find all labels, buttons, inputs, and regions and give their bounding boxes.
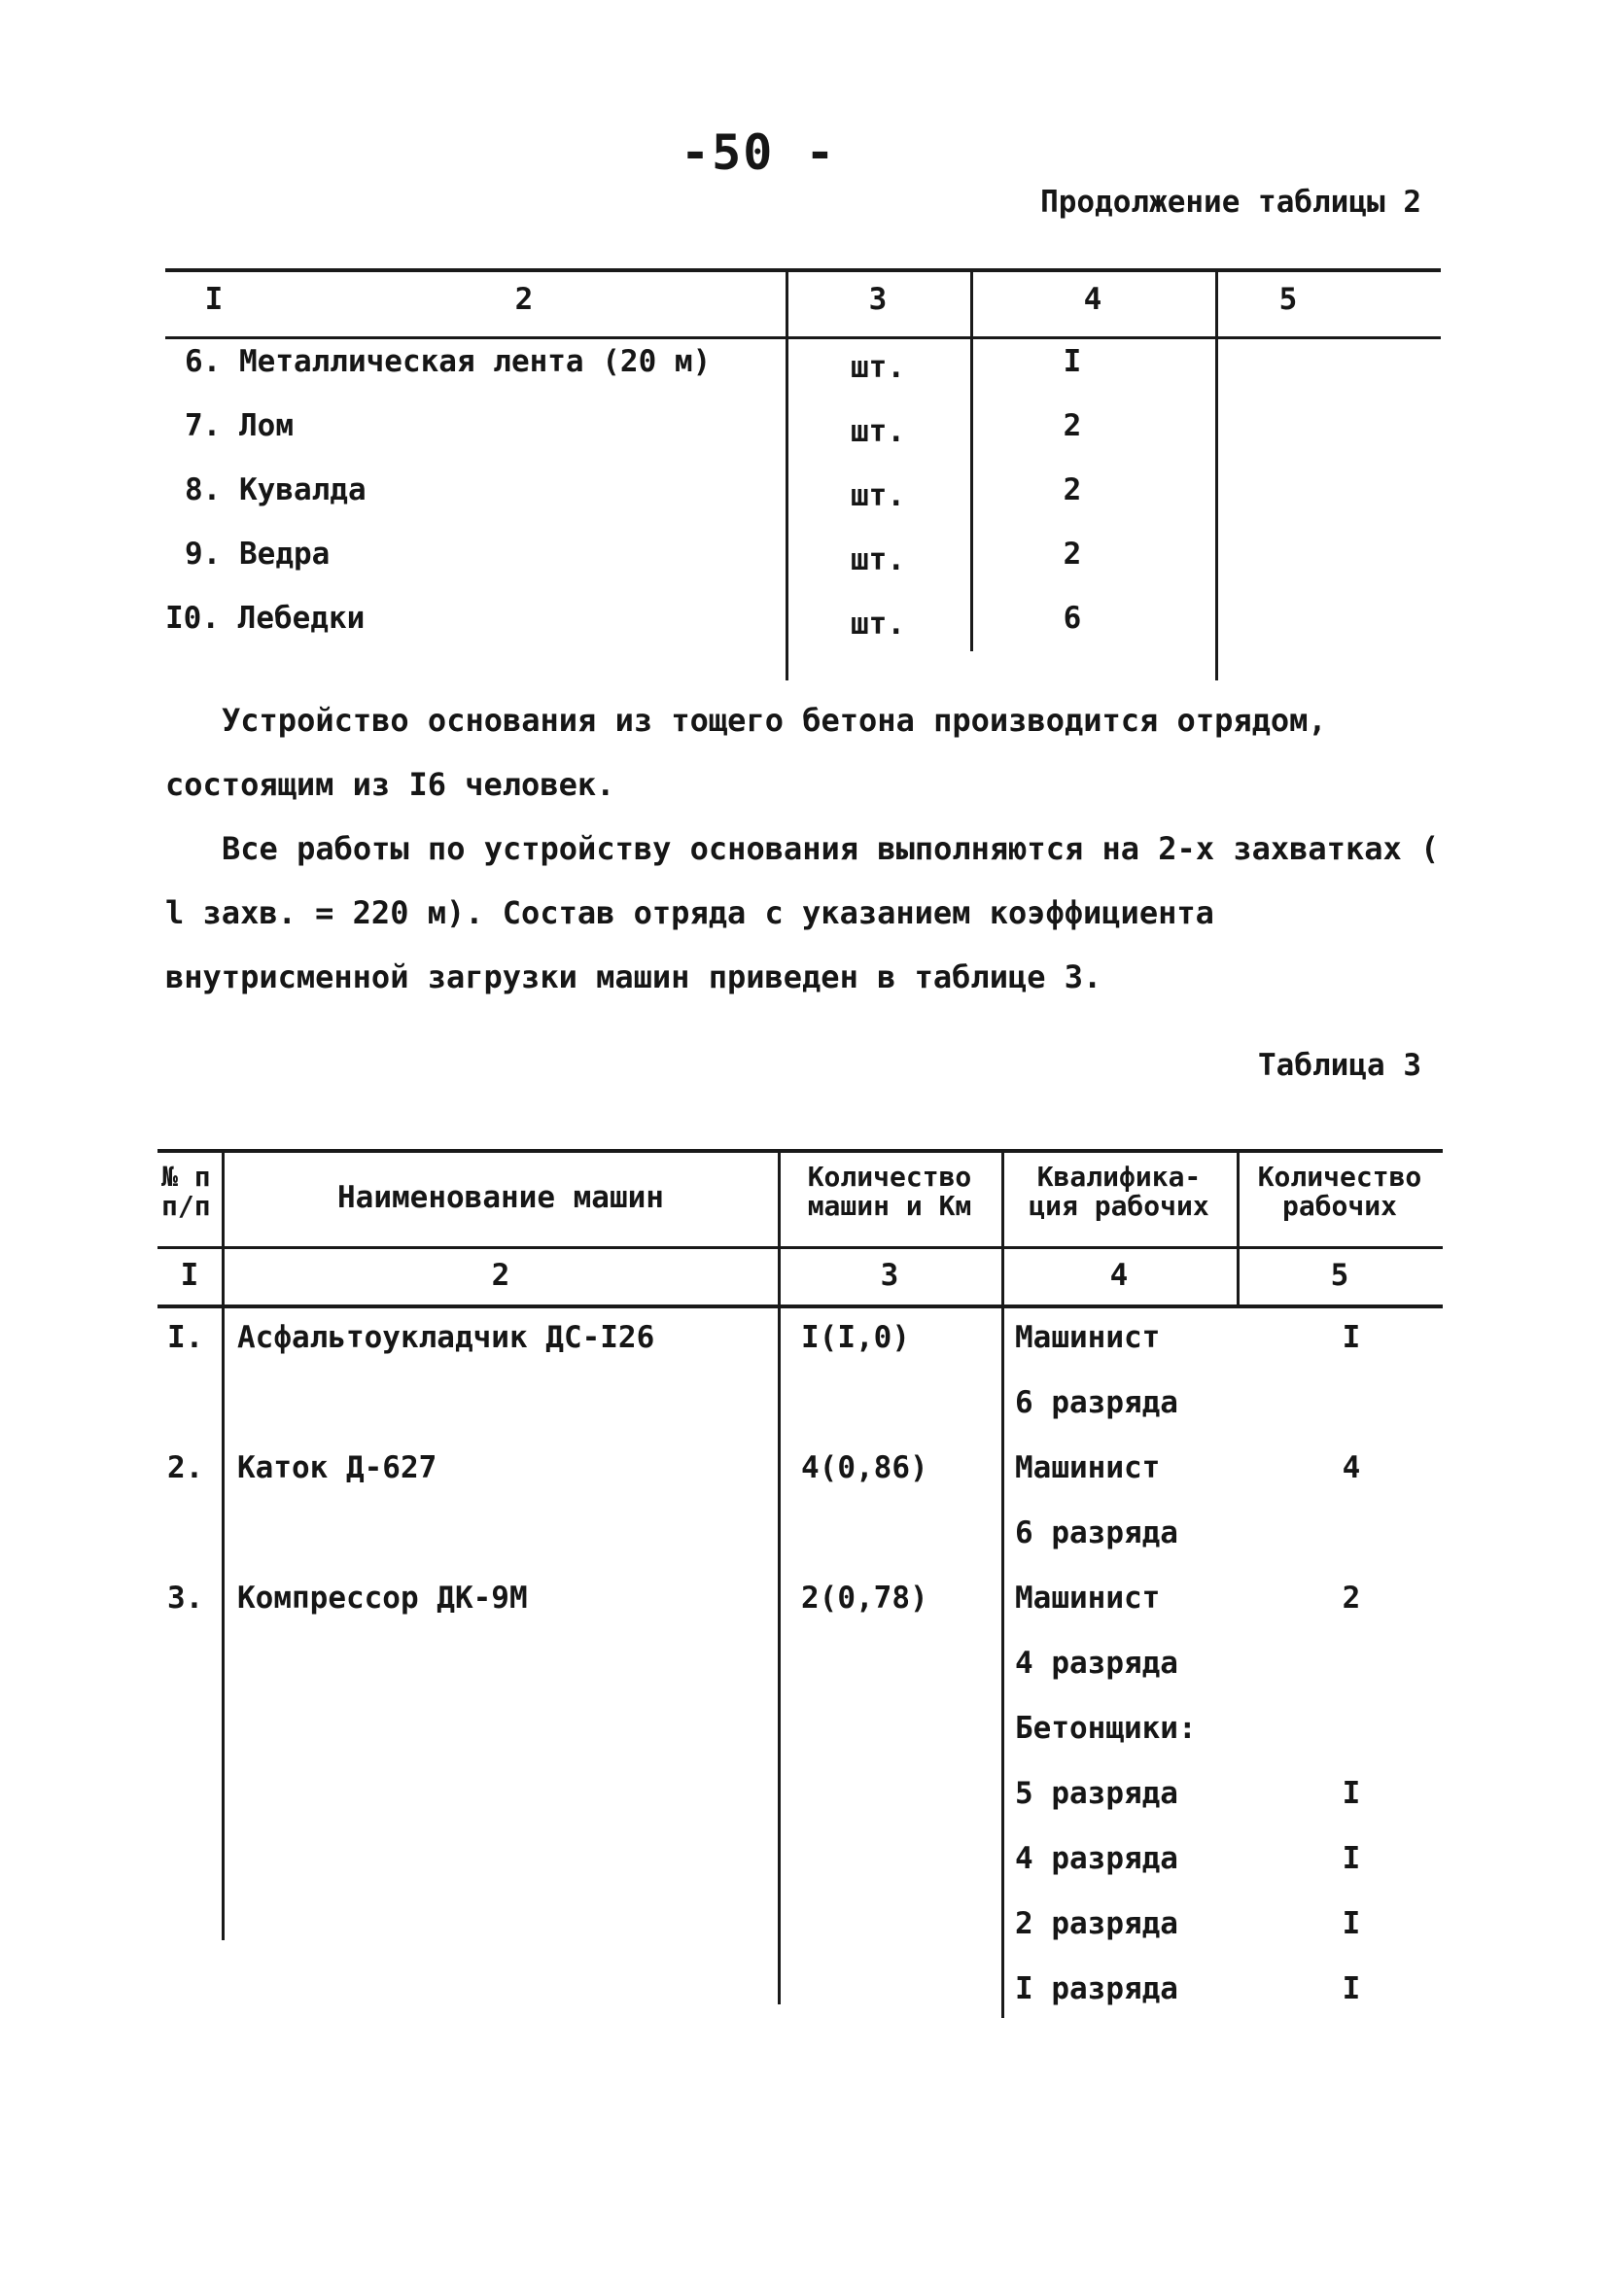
page-number: -50 - [681, 124, 837, 181]
t2-colnum-5: 5 [1278, 282, 1298, 317]
t3-machine-name: Асфальтоукладчик ДС-I26 [237, 1320, 655, 1355]
t3-qualification: Машинист [1015, 1581, 1161, 1616]
t3-qualification: 4 разряда [1015, 1646, 1178, 1681]
t3-colnum-4: 4 [1109, 1258, 1129, 1293]
t2-row-unit: шт. [851, 414, 905, 449]
t3-machine-num: 3. [167, 1581, 204, 1616]
table-3-label: Таблица 3 [1258, 1048, 1421, 1083]
t3-qualification: 4 разряда [1015, 1841, 1178, 1876]
t3-workers: I [1342, 1776, 1361, 1811]
t3-colnum-5: 5 [1330, 1258, 1349, 1293]
t3-header-qty-workers: Количество рабочих [1257, 1161, 1422, 1222]
t3-machine-name: Каток Д-627 [237, 1450, 437, 1485]
t3-qualification: 2 разряда [1015, 1906, 1178, 1941]
continuation-label: Продолжение таблицы 2 [1040, 185, 1421, 220]
t2-row-qty: 2 [1063, 537, 1082, 572]
t3-colnum-2: 2 [491, 1258, 510, 1293]
t3-workers: I [1342, 1841, 1361, 1876]
t3-machine-num: 2. [167, 1450, 204, 1485]
t3-machine-num: I. [167, 1320, 204, 1355]
paragraph: Устройство основания из тощего бетона производится отрядом, состоящим из I6 человек. [165, 702, 1327, 803]
t2-row-qty: 2 [1063, 408, 1082, 443]
t3-workers: I [1342, 1971, 1361, 2006]
t2-colnum-2: 2 [514, 282, 534, 317]
t3-qualification: I разряда [1015, 1971, 1178, 2006]
t2-row-unit: шт. [851, 607, 905, 642]
t3-colnum-3: 3 [880, 1258, 899, 1293]
t2-row-name: 9. Ведра [185, 537, 331, 572]
t3-header-num: № п п/п [161, 1161, 211, 1222]
t2-row-unit: шт. [851, 542, 905, 577]
t3-qualification: Машинист [1015, 1450, 1161, 1485]
t2-row-name: I0. Лебедки [165, 601, 366, 636]
t3-qualification: Бетонщики: [1015, 1711, 1197, 1746]
paragraph: Все работы по устройству основания выполняются на 2-х захватках ( l захв. = 220 м). Состав отряда с указанием коэффициента внутрисменной загрузки машин приведен в таблице 3. [165, 830, 1440, 995]
t3-qualification: 6 разряда [1015, 1515, 1178, 1550]
t3-workers: I [1342, 1906, 1361, 1941]
t3-machine-qty: 2(0,78) [801, 1581, 928, 1616]
t3-colnum-1: I [180, 1258, 199, 1293]
t3-header-name: Наименование машин [337, 1180, 664, 1215]
t2-row-unit: шт. [851, 478, 905, 513]
t2-row-unit: шт. [851, 350, 905, 385]
t2-row-name: 7. Лом [185, 408, 294, 443]
t2-row-name: 6. Металлическая лента (20 м) [185, 344, 712, 379]
t3-machine-qty: 4(0,86) [801, 1450, 928, 1485]
t2-row-name: 8. Кувалда [185, 472, 367, 507]
t3-qualification: 6 разряда [1015, 1385, 1178, 1420]
t2-row-qty: 6 [1063, 601, 1082, 636]
t3-workers: 2 [1342, 1581, 1361, 1616]
t2-colnum-4: 4 [1083, 282, 1102, 317]
t3-qualification: Машинист [1015, 1320, 1161, 1355]
t3-workers: 4 [1342, 1450, 1361, 1485]
t2-row-qty: 2 [1063, 472, 1082, 507]
t2-colnum-3: 3 [868, 282, 888, 317]
t3-header-qualification: Квалифика- ция рабочих [1029, 1161, 1209, 1222]
t3-qualification: 5 разряда [1015, 1776, 1178, 1811]
t3-header-qty-machines: Количество машин и Км [807, 1161, 972, 1222]
t3-machine-qty: I(I,0) [801, 1320, 910, 1355]
t2-row-qty: I [1063, 344, 1082, 379]
t3-workers: I [1342, 1320, 1361, 1355]
t2-colnum-1: I [204, 282, 224, 317]
t3-machine-name: Компрессор ДК-9М [237, 1581, 528, 1616]
